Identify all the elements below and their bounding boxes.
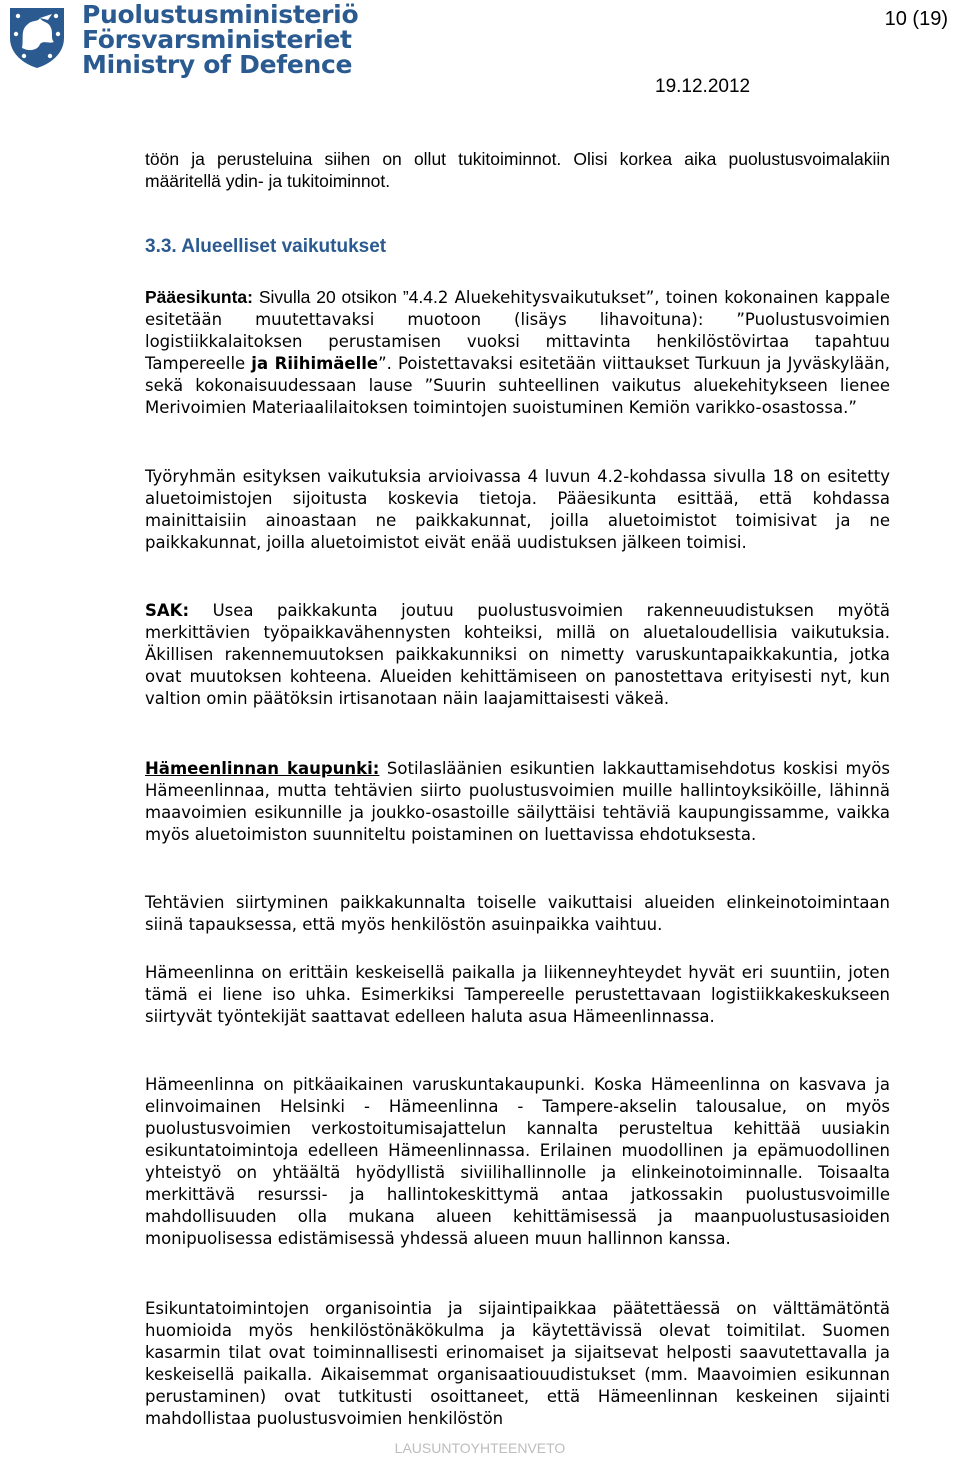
paragraph-paaesikunta <box>145 286 890 419</box>
ministry-name-fi: Puolustusministeriö <box>82 0 359 29</box>
document-date: 19.12.2012 <box>655 76 751 97</box>
ministry-name <box>82 2 358 77</box>
statement-label: Hämeenlinnan kaupunki: <box>145 759 380 778</box>
document-footer: LAUSUNTOYHTEENVETO <box>394 1440 566 1456</box>
finnish-lion-crest-icon <box>4 4 70 70</box>
statement-label: SAK: <box>145 601 190 620</box>
paragraph-sak <box>145 600 890 710</box>
page-number: 10 (19) <box>884 8 948 30</box>
paragraph-text: Usea paikkakunta joutuu puolustusvoimien rakenneuudistuksen myötä merkittävien työpaikkavähennysten kohteiksi, millä on aluetaloudellisia vaikutuksia. Äkillisen rakennemuutoksen paikkakunniksi on nimetty varuskuntapaikkakuntia, jotka ovat muutoksen kohteena. Alueiden kehittämiseen on panostettava erityisesti nyt, kun valtion omin päätöksin irtisanotaan näin laajamittaisesti väkeä. <box>145 601 890 708</box>
section-heading: 3.3. Alueelliset vaikutukset <box>145 236 387 257</box>
ministry-name-en: Ministry of Defence <box>82 50 353 79</box>
paragraph-text: 2 Aluekehitysvaikutukset”, toinen kokonainen kappale esitetään muutettavaksi muotoon (lisäys lihavoituna): ”Puolustusvoimien logistiikkalaitoksen perustamisen vuoksi mittavinta henkilöstövirtaa tapahtuu Tampereelle <box>145 288 891 373</box>
paragraph-tyoryhma: Työryhmän esityksen vaikutuksia arvioivassa 4 luvun 4.2-kohdassa sivulla 18 on esitetty aluetoimistojen sijoitusta koskevia tietoja. Pääesikunta esittää, että kohdassa mainittaisiin ainoastaan ne paikkakunnat, joilla aluetoimistot toimisivat ja ne paikkakunnat, joilla aluetoimistot eivät enää uudistuksen jälkeen toimisi. <box>145 467 890 552</box>
paragraph-intro: töön ja perusteluina siihen on ollut tukitoiminnot. Olisi korkea aika puolustusvoimalakiin määritellä ydin- ja tukitoiminnot. <box>145 149 890 191</box>
page-header <box>0 0 960 80</box>
ministry-name-sv: Försvarsministeriet <box>82 25 352 54</box>
paragraph-sijainti: Hämeenlinna on erittäin keskeisellä paikalla ja liikenneyhteydet hyvät eri suuntiin, joten tämä ei liene iso uhka. Esimerkiksi Tampereelle perustettavaan logistiikkakeskukseen siirtyvät työntekijät saattavat edelleen haluta asua Hämeenlinnassa. <box>145 963 890 1026</box>
paragraph-text: ”. Poistettavaksi esitetään viittaukset Turkuun ja Jyväskylään, sekä kokonaisuudessaan lause ”Suurin suhteellinen vaikutus aluekehitykseen lienee Merivoimien Materiaalilaitoksen toimintojen suoistuminen Kemiön varikko-osastossa.” <box>145 354 890 417</box>
paragraph-hameenlinna <box>145 758 890 846</box>
paragraph-varuskunta: Hämeenlinna on pitkäaikainen varuskuntakaupunki. Koska Hämeenlinna on kasvava ja elinvoimainen Helsinki - Hämeenlinna - Tampere-akselin talousalue, on myös puolustusvoimien verkostoitumisajattelun kannalta perusteltua kehittää uusiakin esikuntatoimintoja edelleen Hämeenlinnassa. Erilainen muodollinen ja epämuodollinen yhteistyö on yhtäältä hyödyllistä siviilihallinnolle ja elinkeinotoiminnalle. Toisaalta merkittävä resurssi- ja hallintokeskittymä antaa jatkossakin puolustusvoimille mahdollisuuden olla mukana alueen kehittämisessä ja maanpuolustusasioiden monipuolisessa edistämisessä yhdessä alueen muun hallinnon kanssa. <box>145 1075 890 1248</box>
paragraph-siirtyminen: Tehtävien siirtyminen paikkakunnalta toiselle vaikuttaisi alueiden elinkeinotoimintaan siinä tapauksessa, että myös henkilöstön asuinpaikka vaihtuu. <box>145 893 890 934</box>
paragraph-text-sans: Sivulla 20 otsikon ”4.4. <box>252 287 438 307</box>
statement-label: Pääesikunta: <box>145 287 253 307</box>
paragraph-text: Sotilasläänien esikuntien lakkauttamisehdotus koskisi myös Hämeenlinnaa, mutta tehtävien siirto puolustusvoimien muille hallintoyksiköille, lähinnä maavoimien esikunnille ja joukko-osastoille säilyttäisi tehtäviä kaupungissamme, vaikka myös aluetoimiston suunniteltu poistaminen on luettavissa ehdotuksesta. <box>145 759 890 844</box>
paragraph-esikuntatoiminnot: Esikuntatoimintojen organisointia ja sijaintipaikkaa päätettäessä on välttämätöntä huomioida myös henkilöstönäkökulma ja käytettävissä olevat toimitilat. Suomen kasarmin tilat ovat toiminnallisesti erinomaiset ja sijaitsevat helposti saavutettavalla ja keskeisellä paikalla. Aikaisemmat organisaatiouudistukset (mm. Maavoimien esikunnan perustaminen) ovat tutkitusti osoittaneet, että Hämeenlinnan keskeinen sijainti mahdollistaa puolustusvoimien henkilöstön <box>145 1299 890 1428</box>
bold-insert: ja Riihimäelle <box>251 354 379 373</box>
